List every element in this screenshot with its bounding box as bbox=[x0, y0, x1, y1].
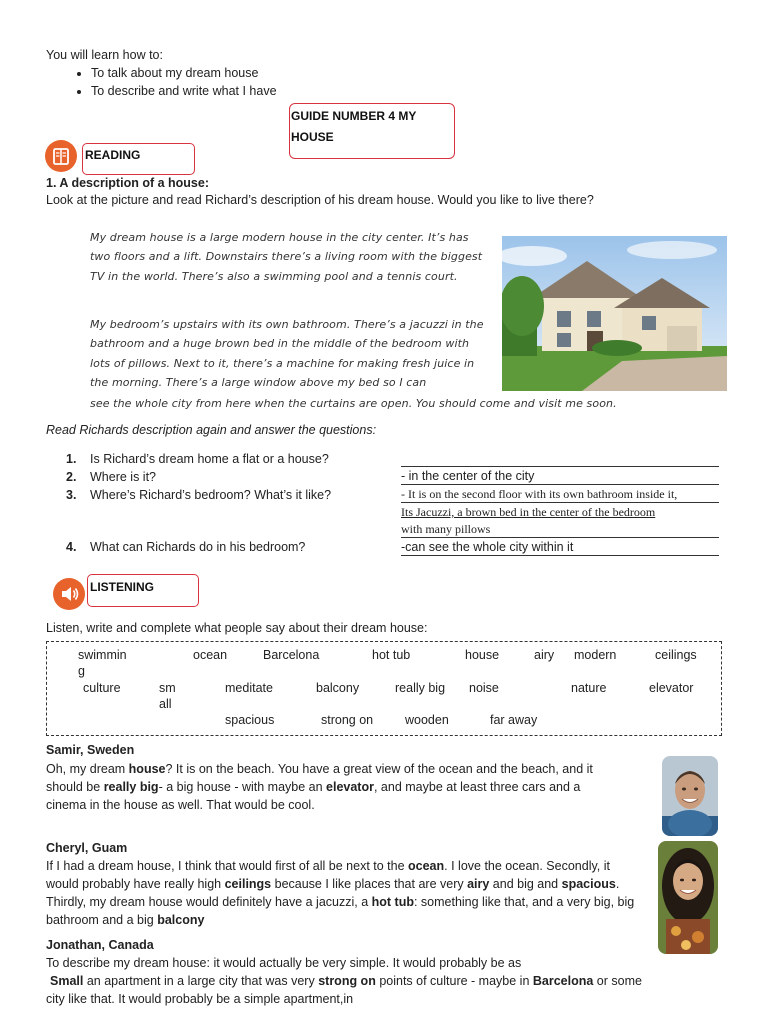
keyword: Small bbox=[50, 974, 84, 988]
word-swimming: swimmin bbox=[78, 648, 127, 662]
word-airy: airy bbox=[534, 648, 555, 662]
speaker-text-samir bbox=[46, 760, 616, 814]
cheryl-avatar bbox=[658, 841, 718, 954]
listening-label: LISTENING bbox=[90, 580, 155, 594]
keyword: spacious bbox=[561, 877, 616, 891]
word-house: house bbox=[465, 648, 500, 662]
word-balcony: balcony bbox=[316, 681, 360, 695]
question-number: 4. bbox=[66, 540, 77, 554]
speaker-text-cheryl bbox=[46, 857, 644, 929]
word-strong-on: strong on bbox=[321, 713, 374, 727]
question-number: 3. bbox=[66, 488, 77, 502]
text-run: points of culture - maybe in bbox=[375, 974, 533, 988]
reading-instruction: Look at the picture and read Richard’s description of his dream house. Would you like to live there? bbox=[46, 193, 594, 207]
word-swimming-wrap: g bbox=[78, 664, 85, 678]
objective-item: • To talk about my dream house bbox=[91, 64, 277, 82]
keyword: elevator bbox=[326, 780, 374, 794]
questions-list bbox=[66, 450, 396, 556]
answer-line-1[interactable] bbox=[401, 450, 719, 467]
word-culture: culture bbox=[83, 681, 121, 695]
question-item bbox=[66, 486, 396, 504]
keyword: strong on bbox=[318, 974, 376, 988]
text-run: . I love the ocean. Secondly, it would probably have really high bbox=[46, 859, 610, 891]
speaker-text-jonathan bbox=[46, 954, 646, 1008]
listening-instruction: Listen, write and complete what people say about their dream house: bbox=[46, 621, 428, 635]
reading-heading: 1. A description of a house: bbox=[46, 176, 209, 190]
word-small: sm bbox=[159, 681, 176, 695]
speaker-name-jonathan: Jonathan, Canada bbox=[46, 938, 154, 952]
text-run: To describe my dream house: it would actually be very simple. It would probably be as bbox=[46, 956, 522, 970]
house-photo bbox=[502, 236, 727, 391]
word-bank bbox=[46, 641, 722, 736]
word-meditate: meditate bbox=[225, 681, 273, 695]
answer-line-3a[interactable]: - It is on the second floor with its own bathroom inside it, bbox=[401, 486, 719, 503]
question-text: Where’s Richard’s bedroom? What’s it like? bbox=[90, 488, 332, 502]
story-paragraph-2-end: see the whole city from here when the curtains are open. You should come and visit me soon. bbox=[90, 397, 617, 410]
story-paragraph-2: My bedroom’s upstairs with its own bathroom. There’s a jacuzzi in the bathroom and a huge brown bed in the middle of the bedroom with lots of pillows. Next to it, there’s a machine for making fresh juice in the morning. There’s a large window above my bed so I can bbox=[90, 318, 484, 389]
keyword: ocean bbox=[408, 859, 445, 873]
word-nature: nature bbox=[571, 681, 607, 695]
word-far-away: far away bbox=[490, 713, 538, 727]
word-ocean: ocean bbox=[193, 648, 228, 662]
word-small-wrap: all bbox=[159, 697, 172, 711]
keyword: hot tub bbox=[371, 895, 414, 909]
keyword: Barcelona bbox=[532, 974, 594, 988]
speaker-icon bbox=[53, 578, 85, 610]
reading-book-icon bbox=[45, 140, 77, 172]
answer-line-2[interactable]: - in the center of the city bbox=[401, 468, 719, 485]
text-run: , and maybe at least three cars and a cinema in the house as well. That would be cool. bbox=[46, 780, 581, 812]
questions-instruction: Read Richards description again and answer the questions: bbox=[46, 423, 377, 437]
word-hot-tub: hot tub bbox=[372, 648, 411, 662]
answer-line-3b[interactable]: Its Jacuzzi, a brown bed in the center of the bedroom bbox=[401, 505, 656, 519]
text-run: - a big house - with maybe an bbox=[158, 780, 327, 794]
question-number: 2. bbox=[66, 470, 77, 484]
learning-objectives bbox=[46, 46, 277, 100]
objective-item: • To describe and write what I have bbox=[91, 82, 277, 100]
text-run: and big and bbox=[489, 877, 562, 891]
text-run: or some city like that. It would probably be a simple apartment,in bbox=[46, 974, 642, 1006]
word-spacious: spacious bbox=[225, 713, 275, 727]
question-item bbox=[66, 468, 396, 486]
objectives-list bbox=[46, 64, 277, 100]
keyword: balcony bbox=[157, 913, 205, 927]
reading-label: READING bbox=[85, 148, 141, 162]
speaker-name-cheryl: Cheryl, Guam bbox=[46, 841, 128, 855]
text-run: : something like that, and a very big, big bathroom and a big bbox=[46, 895, 635, 927]
keyword: really big bbox=[103, 780, 159, 794]
question-text: What can Richards do in his bedroom? bbox=[90, 540, 306, 554]
samir-avatar bbox=[662, 756, 718, 836]
word-modern: modern bbox=[574, 648, 617, 662]
word-elevator: elevator bbox=[649, 681, 694, 695]
text-run: . Thirdly, my dream house would definitely have a jacuzzi, a bbox=[46, 877, 620, 909]
question-item bbox=[66, 450, 396, 468]
keyword: airy bbox=[467, 877, 490, 891]
keyword: ceilings bbox=[224, 877, 272, 891]
word-wooden: wooden bbox=[405, 713, 449, 727]
question-text: Where is it? bbox=[90, 470, 156, 484]
speaker-name-samir: Samir, Sweden bbox=[46, 743, 135, 757]
question-item bbox=[66, 538, 396, 556]
text-run: Oh, my dream bbox=[46, 762, 129, 776]
text-run: an apartment in a large city that was very bbox=[83, 974, 319, 988]
word-really-big: really big bbox=[395, 681, 446, 695]
question-number: 1. bbox=[66, 452, 77, 466]
answer-line-4[interactable]: -can see the whole city within it bbox=[401, 539, 719, 556]
question-text: Is Richard’s dream home a flat or a house? bbox=[90, 452, 329, 466]
word-ceilings: ceilings bbox=[655, 648, 697, 662]
story-paragraph-1: My dream house is a large modern house in the city center. It’s has two floors and a lift. Downstairs there’s a living room with the biggest TV in the world. There’s also a swimming pool and a tennis court. bbox=[90, 231, 483, 283]
text-run: ? It is on the beach. You have a great view of the ocean and the beach, and it should be bbox=[46, 762, 593, 794]
answer-line-3c[interactable]: with many pillows bbox=[401, 521, 719, 538]
text-run: If I had a dream house, I think that would first of all be next to the bbox=[46, 859, 409, 873]
guide-title: GUIDE NUMBER 4 MY HOUSE bbox=[291, 109, 417, 144]
text-run: because I like places that are very bbox=[271, 877, 468, 891]
objectives-lead: You will learn how to: bbox=[46, 48, 163, 62]
keyword: house bbox=[128, 762, 166, 776]
word-noise: noise bbox=[469, 681, 499, 695]
word-barcelona: Barcelona bbox=[263, 648, 320, 662]
